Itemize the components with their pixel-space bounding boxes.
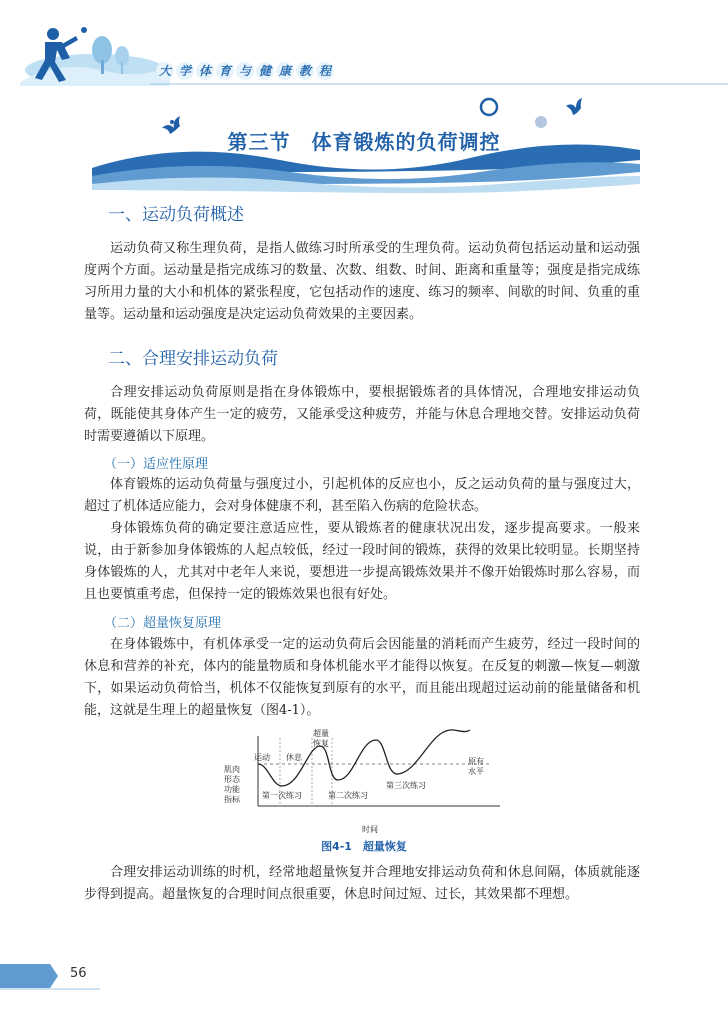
figure-label-baseline-1: 原有 (468, 757, 484, 766)
bird-right-icon (566, 98, 582, 115)
figure-y-label-2: 形态 (224, 775, 240, 784)
header-decoration (0, 0, 728, 200)
figure-label-third: 第三次练习 (386, 781, 426, 790)
subsection-heading-supercompensation: （二）超量恢复原理 (104, 616, 222, 631)
paragraph: 体育锻炼的运动负荷量与强度过小，引起机体的反应也小，反之运动负荷的量与强度过大，超过了机体适应能力，会对身体健康不利，甚至陷入伤病的危险状态。 (84, 477, 640, 514)
book-title-char: 教 (296, 62, 314, 80)
paragraph: 合理安排运动负荷原则是指在身体锻炼中，要根据锻炼者的具体情况，合理地安排运动负荷，既能使其身体产生一定的疲劳，又能承受这种疲劳，并能与休息合理地交替。安排运动负荷时需要遵循以下原理。 (84, 385, 640, 444)
book-title-char: 健 (256, 62, 274, 80)
figure-label-supercomp-1: 超量 (313, 729, 329, 738)
header-silhouette-graphic (20, 27, 170, 86)
paragraph: 运动负荷又称生理负荷，是指人做练习时所承受的生理负荷。运动负荷包括运动量和运动强度两个方面。运动量是指完成练习的数量、次数、组数、时间、距离和重量等；强度是指完成练习所用力量的大小和机体的紧张程度，它包括动作的速度、练习的频率、间歇的时间、负重的重量等。运动量和运动强度是决定运动负荷效果的主要因素。 (84, 241, 640, 322)
paragraph: 身体锻炼负荷的确定要注意适应性，要从锻炼者的健康状况出发，逐步提高要求。一般来说，由于新参加身体锻炼的人起点较低，经过一段时间的锻炼，获得的效果比较明显。长期坚持身体锻炼的人，尤其对中老年人来说，要想进一步提高锻炼效果并不像开始锻炼时那么容易，而且也要慎重考虑，但保持一定的锻炼效果也很有好处。 (84, 521, 640, 602)
book-title-char: 与 (236, 62, 254, 80)
figure-label-rest: 休息 (286, 753, 302, 762)
section-title: 第三节 体育锻炼的负荷调控 (227, 130, 501, 154)
figure-y-label-3: 功能 (224, 785, 240, 794)
book-title-char: 康 (276, 62, 294, 80)
subsection-heading-adaptation: （一）适应性原理 (104, 457, 209, 472)
figure-label-baseline-2: 水平 (468, 767, 484, 776)
figure-caption: 图4-1 超量恢复 (321, 840, 407, 853)
supercompensation-figure (220, 726, 510, 836)
book-title-char: 育 (216, 62, 234, 80)
figure-x-label: 时间 (362, 825, 378, 834)
book-title (156, 58, 334, 84)
paragraph: 合理安排运动训练的时机，经常地超量恢复并合理地安排运动负荷和休息间隔，体质就能逐步得到提高。超量恢复的合理时间点很重要，休息时间过短、过长，其效果都不理想。 (84, 865, 640, 902)
figure-y-label-1: 肌肉 (224, 765, 240, 774)
figure-y-label-4: 指标 (224, 795, 240, 804)
section-heading-arrangement: 二、合理安排运动负荷 (108, 349, 278, 369)
section-heading-overview: 一、运动负荷概述 (108, 205, 244, 225)
footer-decoration (0, 962, 728, 992)
figure-label-second: 第二次练习 (328, 791, 368, 800)
book-title-char: 学 (176, 62, 194, 80)
page-number: 56 (70, 966, 87, 981)
figure-label-supercomp-2: 恢复 (313, 739, 329, 748)
book-title-char: 体 (196, 62, 214, 80)
paragraph: 在身体锻炼中，有机体承受一定的运动负荷后会因能量的消耗而产生疲劳，经过一段时间的休息和营养的补充，体内的能量物质和身体机能水平才能得以恢复。在反复的刺激—恢复—刺激下，如果运动负荷恰当，机体不仅能恢复到原有的水平，而且能出现超过运动前的能量储备和机能，这就是生理上的超量恢复（图4-1）。 (84, 637, 640, 718)
figure-label-exercise: 运动 (254, 753, 270, 762)
book-title-char: 大 (156, 62, 174, 80)
figure-label-first: 第一次练习 (262, 791, 302, 800)
book-title-char: 程 (316, 62, 334, 80)
